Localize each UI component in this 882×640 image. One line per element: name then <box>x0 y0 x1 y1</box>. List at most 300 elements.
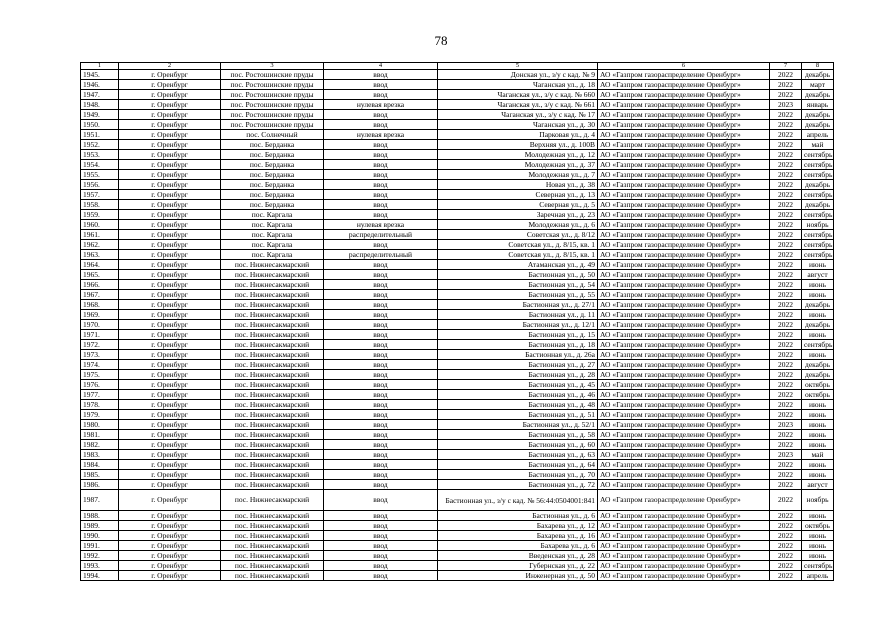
month-cell: ноябрь <box>802 220 834 230</box>
settlement-cell: пос. Каргала <box>221 240 324 250</box>
object-type-cell: ввод <box>324 70 438 80</box>
address-cell: Бастионная ул., д. 58 <box>438 430 598 440</box>
object-type-cell: ввод <box>324 460 438 470</box>
city-cell: г. Оренбург <box>119 280 221 290</box>
year-cell: 2022 <box>770 490 802 511</box>
table-row <box>81 440 834 450</box>
city-cell: г. Оренбург <box>119 551 221 561</box>
settlement-cell: пос. Ростошинские пруды <box>221 70 324 80</box>
row-number-cell: 1951. <box>81 130 119 140</box>
month-cell: июнь <box>802 410 834 420</box>
year-cell: 2022 <box>770 260 802 270</box>
object-type-cell: ввод <box>324 561 438 571</box>
month-cell: август <box>802 270 834 280</box>
month-cell: июнь <box>802 470 834 480</box>
object-type-cell: ввод <box>324 140 438 150</box>
object-type-cell: ввод <box>324 340 438 350</box>
month-cell: декабрь <box>802 370 834 380</box>
year-cell: 2022 <box>770 480 802 490</box>
city-cell: г. Оренбург <box>119 170 221 180</box>
table-row <box>81 360 834 370</box>
city-cell: г. Оренбург <box>119 140 221 150</box>
settlement-cell: пос. Берданка <box>221 190 324 200</box>
city-cell: г. Оренбург <box>119 571 221 581</box>
address-cell: Бастионная ул., д. 11 <box>438 310 598 320</box>
year-cell: 2022 <box>770 521 802 531</box>
address-cell: Бастионная ул., д. 50 <box>438 270 598 280</box>
address-cell: Бастионная ул., д. 27 <box>438 360 598 370</box>
organization-cell: АО «Газпром газораспределение Оренбург» <box>598 310 770 320</box>
settlement-cell: пос. Ростошинские пруды <box>221 110 324 120</box>
month-cell: июнь <box>802 551 834 561</box>
object-type-cell: ввод <box>324 160 438 170</box>
organization-cell: АО «Газпром газораспределение Оренбург» <box>598 450 770 460</box>
city-cell: г. Оренбург <box>119 350 221 360</box>
month-cell: декабрь <box>802 180 834 190</box>
organization-cell: АО «Газпром газораспределение Оренбург» <box>598 290 770 300</box>
address-cell: Советская ул., д. 8/15, кв. 1 <box>438 250 598 260</box>
organization-cell: АО «Газпром газораспределение Оренбург» <box>598 110 770 120</box>
table-row <box>81 120 834 130</box>
row-number-cell: 1967. <box>81 290 119 300</box>
address-cell: Чаганская ул., з/у с кад. № 660 <box>438 90 598 100</box>
table-row <box>81 150 834 160</box>
row-number-cell: 1982. <box>81 440 119 450</box>
city-cell: г. Оренбург <box>119 300 221 310</box>
organization-cell: АО «Газпром газораспределение Оренбург» <box>598 480 770 490</box>
object-type-cell: нулевая врезка <box>324 100 438 110</box>
year-cell: 2022 <box>770 400 802 410</box>
organization-cell: АО «Газпром газораспределение Оренбург» <box>598 430 770 440</box>
settlement-cell: пос. Нижнесакмарский <box>221 330 324 340</box>
column-header: 8 <box>802 63 834 70</box>
row-number-cell: 1970. <box>81 320 119 330</box>
settlement-cell: пос. Берданка <box>221 180 324 190</box>
object-type-cell: ввод <box>324 551 438 561</box>
organization-cell: АО «Газпром газораспределение Оренбург» <box>598 150 770 160</box>
month-cell: март <box>802 80 834 90</box>
year-cell: 2022 <box>770 130 802 140</box>
city-cell: г. Оренбург <box>119 541 221 551</box>
organization-cell: АО «Газпром газораспределение Оренбург» <box>598 160 770 170</box>
object-type-cell: ввод <box>324 180 438 190</box>
settlement-cell: пос. Нижнесакмарский <box>221 440 324 450</box>
address-cell: Бастионная ул., з/у с кад. № 56:44:0504001:841 <box>438 490 598 511</box>
organization-cell: АО «Газпром газораспределение Оренбург» <box>598 360 770 370</box>
city-cell: г. Оренбург <box>119 440 221 450</box>
month-cell: апрель <box>802 130 834 140</box>
row-number-cell: 1979. <box>81 410 119 420</box>
object-type-cell: ввод <box>324 440 438 450</box>
table-row <box>81 170 834 180</box>
organization-cell: АО «Газпром газораспределение Оренбург» <box>598 541 770 551</box>
settlement-cell: пос. Нижнесакмарский <box>221 480 324 490</box>
city-cell: г. Оренбург <box>119 460 221 470</box>
row-number-cell: 1990. <box>81 531 119 541</box>
address-cell: Советская ул., д. 8/12 <box>438 230 598 240</box>
year-cell: 2022 <box>770 330 802 340</box>
organization-cell: АО «Газпром газораспределение Оренбург» <box>598 390 770 400</box>
object-type-cell: ввод <box>324 430 438 440</box>
month-cell: июнь <box>802 511 834 521</box>
month-cell: май <box>802 450 834 460</box>
city-cell: г. Оренбург <box>119 110 221 120</box>
object-type-cell: ввод <box>324 260 438 270</box>
object-type-cell: ввод <box>324 350 438 360</box>
table-row <box>81 340 834 350</box>
object-type-cell: ввод <box>324 80 438 90</box>
table-row <box>81 200 834 210</box>
settlement-cell: пос. Нижнесакмарский <box>221 360 324 370</box>
table-row <box>81 140 834 150</box>
month-cell: декабрь <box>802 320 834 330</box>
month-cell: октябрь <box>802 380 834 390</box>
object-type-cell: ввод <box>324 290 438 300</box>
address-cell: Бахарева ул., д. 16 <box>438 531 598 541</box>
address-cell: Советская ул., д. 8/15, кв. 1 <box>438 240 598 250</box>
settlement-cell: пос. Ростошинские пруды <box>221 80 324 90</box>
table-row <box>81 110 834 120</box>
object-type-cell: распределительный <box>324 230 438 240</box>
year-cell: 2022 <box>770 270 802 280</box>
object-type-cell: ввод <box>324 320 438 330</box>
address-cell: Бастионная ул., д. 45 <box>438 380 598 390</box>
address-cell: Бастионная ул., д. 46 <box>438 390 598 400</box>
address-cell: Введенская ул., д. 28 <box>438 551 598 561</box>
year-cell: 2022 <box>770 280 802 290</box>
year-cell: 2022 <box>770 150 802 160</box>
organization-cell: АО «Газпром газораспределение Оренбург» <box>598 270 770 280</box>
address-cell: Донская ул., з/у с кад. № 9 <box>438 70 598 80</box>
settlement-cell: пос. Нижнесакмарский <box>221 400 324 410</box>
organization-cell: АО «Газпром газораспределение Оренбург» <box>598 180 770 190</box>
table-row <box>81 380 834 390</box>
month-cell: декабрь <box>802 300 834 310</box>
settlement-cell: пос. Нижнесакмарский <box>221 511 324 521</box>
month-cell: апрель <box>802 571 834 581</box>
organization-cell: АО «Газпром газораспределение Оренбург» <box>598 531 770 541</box>
row-number-cell: 1977. <box>81 390 119 400</box>
settlement-cell: пос. Нижнесакмарский <box>221 561 324 571</box>
column-number-row <box>81 63 834 70</box>
row-number-cell: 1964. <box>81 260 119 270</box>
city-cell: г. Оренбург <box>119 521 221 531</box>
year-cell: 2022 <box>770 340 802 350</box>
month-cell: сентябрь <box>802 250 834 260</box>
organization-cell: АО «Газпром газораспределение Оренбург» <box>598 400 770 410</box>
row-number-cell: 1956. <box>81 180 119 190</box>
address-cell: Атаманская ул., д. 49 <box>438 260 598 270</box>
object-type-cell: распределительный <box>324 250 438 260</box>
month-cell: июнь <box>802 330 834 340</box>
row-number-cell: 1987. <box>81 490 119 511</box>
year-cell: 2022 <box>770 440 802 450</box>
column-header: 5 <box>438 63 598 70</box>
object-type-cell: ввод <box>324 400 438 410</box>
address-cell: Бастионная ул., д. 12/1 <box>438 320 598 330</box>
address-cell: Бастионная ул., д. 60 <box>438 440 598 450</box>
address-cell: Бастионная ул., д. 54 <box>438 280 598 290</box>
address-cell: Бахарева ул., д. 12 <box>438 521 598 531</box>
year-cell: 2022 <box>770 180 802 190</box>
year-cell: 2022 <box>770 350 802 360</box>
organization-cell: АО «Газпром газораспределение Оренбург» <box>598 140 770 150</box>
object-type-cell: ввод <box>324 280 438 290</box>
row-number-cell: 1972. <box>81 340 119 350</box>
city-cell: г. Оренбург <box>119 310 221 320</box>
year-cell: 2022 <box>770 541 802 551</box>
year-cell: 2023 <box>770 450 802 460</box>
address-cell: Молодежная ул., д. 6 <box>438 220 598 230</box>
row-number-cell: 1953. <box>81 150 119 160</box>
organization-cell: АО «Газпром газораспределение Оренбург» <box>598 230 770 240</box>
city-cell: г. Оренбург <box>119 160 221 170</box>
object-type-cell: ввод <box>324 90 438 100</box>
year-cell: 2023 <box>770 100 802 110</box>
city-cell: г. Оренбург <box>119 420 221 430</box>
table-row <box>81 270 834 280</box>
table-row <box>81 180 834 190</box>
city-cell: г. Оренбург <box>119 480 221 490</box>
year-cell: 2022 <box>770 561 802 571</box>
address-cell: Северная ул., д. 13 <box>438 190 598 200</box>
city-cell: г. Оренбург <box>119 220 221 230</box>
city-cell: г. Оренбург <box>119 390 221 400</box>
month-cell: октябрь <box>802 390 834 400</box>
city-cell: г. Оренбург <box>119 230 221 240</box>
table-row <box>81 220 834 230</box>
address-cell: Верхняя ул., д. 100В <box>438 140 598 150</box>
object-type-cell: ввод <box>324 370 438 380</box>
address-cell: Северная ул., д. 5 <box>438 200 598 210</box>
object-type-cell: ввод <box>324 390 438 400</box>
city-cell: г. Оренбург <box>119 531 221 541</box>
organization-cell: АО «Газпром газораспределение Оренбург» <box>598 340 770 350</box>
organization-cell: АО «Газпром газораспределение Оренбург» <box>598 571 770 581</box>
organization-cell: АО «Газпром газораспределение Оренбург» <box>598 260 770 270</box>
address-cell: Заречная ул., д. 23 <box>438 210 598 220</box>
table-row <box>81 511 834 521</box>
city-cell: г. Оренбург <box>119 330 221 340</box>
organization-cell: АО «Газпром газораспределение Оренбург» <box>598 561 770 571</box>
column-header: 7 <box>770 63 802 70</box>
year-cell: 2022 <box>770 120 802 130</box>
city-cell: г. Оренбург <box>119 250 221 260</box>
row-number-cell: 1948. <box>81 100 119 110</box>
table-row <box>81 210 834 220</box>
month-cell: июнь <box>802 440 834 450</box>
year-cell: 2022 <box>770 410 802 420</box>
city-cell: г. Оренбург <box>119 190 221 200</box>
row-number-cell: 1992. <box>81 551 119 561</box>
table-row <box>81 450 834 460</box>
row-number-cell: 1976. <box>81 380 119 390</box>
address-cell: Бастионная ул., д. 64 <box>438 460 598 470</box>
address-cell: Парковая ул., д. 4 <box>438 130 598 140</box>
year-cell: 2022 <box>770 531 802 541</box>
page-number: 78 <box>434 33 448 48</box>
organization-cell: АО «Газпром газораспределение Оренбург» <box>598 120 770 130</box>
table-row <box>81 370 834 380</box>
address-cell: Бастионная ул., д. 55 <box>438 290 598 300</box>
organization-cell: АО «Газпром газораспределение Оренбург» <box>598 420 770 430</box>
table-row <box>81 531 834 541</box>
address-cell: Бастионная ул., д. 26а <box>438 350 598 360</box>
organization-cell: АО «Газпром газораспределение Оренбург» <box>598 70 770 80</box>
month-cell: июнь <box>802 280 834 290</box>
row-number-cell: 1952. <box>81 140 119 150</box>
settlement-cell: пос. Нижнесакмарский <box>221 430 324 440</box>
organization-cell: АО «Газпром газораспределение Оренбург» <box>598 200 770 210</box>
year-cell: 2022 <box>770 80 802 90</box>
row-number-cell: 1973. <box>81 350 119 360</box>
object-type-cell: ввод <box>324 200 438 210</box>
address-cell: Бастионная ул., д. 28 <box>438 370 598 380</box>
object-type-cell: ввод <box>324 300 438 310</box>
city-cell: г. Оренбург <box>119 360 221 370</box>
organization-cell: АО «Газпром газораспределение Оренбург» <box>598 130 770 140</box>
table-row <box>81 290 834 300</box>
year-cell: 2023 <box>770 420 802 430</box>
settlement-cell: пос. Нижнесакмарский <box>221 270 324 280</box>
month-cell: июнь <box>802 400 834 410</box>
address-cell: Бастионная ул., д. 72 <box>438 480 598 490</box>
row-number-cell: 1947. <box>81 90 119 100</box>
city-cell: г. Оренбург <box>119 200 221 210</box>
row-number-cell: 1971. <box>81 330 119 340</box>
organization-cell: АО «Газпром газораспределение Оренбург» <box>598 100 770 110</box>
address-cell: Молодежная ул., д. 12 <box>438 150 598 160</box>
object-type-cell: ввод <box>324 330 438 340</box>
month-cell: июнь <box>802 430 834 440</box>
month-cell: январь <box>802 100 834 110</box>
settlement-cell: пос. Нижнесакмарский <box>221 450 324 460</box>
city-cell: г. Оренбург <box>119 90 221 100</box>
city-cell: г. Оренбург <box>119 260 221 270</box>
year-cell: 2022 <box>770 380 802 390</box>
month-cell: декабрь <box>802 360 834 370</box>
object-type-cell: ввод <box>324 410 438 420</box>
row-number-cell: 1965. <box>81 270 119 280</box>
city-cell: г. Оренбург <box>119 130 221 140</box>
table-row <box>81 230 834 240</box>
year-cell: 2022 <box>770 70 802 80</box>
address-cell: Молодежная ул., д. 7 <box>438 170 598 180</box>
address-cell: Новая ул., д. 38 <box>438 180 598 190</box>
year-cell: 2022 <box>770 430 802 440</box>
city-cell: г. Оренбург <box>119 380 221 390</box>
settlement-cell: пос. Нижнесакмарский <box>221 350 324 360</box>
year-cell: 2022 <box>770 190 802 200</box>
object-type-cell: ввод <box>324 360 438 370</box>
table-row <box>81 561 834 571</box>
organization-cell: АО «Газпром газораспределение Оренбург» <box>598 300 770 310</box>
object-type-cell: ввод <box>324 240 438 250</box>
address-cell: Бастионная ул., д. 52/1 <box>438 420 598 430</box>
object-type-cell: ввод <box>324 541 438 551</box>
month-cell: июнь <box>802 531 834 541</box>
year-cell: 2022 <box>770 140 802 150</box>
address-cell: Бастионная ул., д. 70 <box>438 470 598 480</box>
month-cell: декабрь <box>802 200 834 210</box>
organization-cell: АО «Газпром газораспределение Оренбург» <box>598 370 770 380</box>
table-row <box>81 571 834 581</box>
settlement-cell: пос. Солнечный <box>221 130 324 140</box>
table-row <box>81 80 834 90</box>
row-number-cell: 1961. <box>81 230 119 240</box>
settlement-cell: пос. Каргала <box>221 250 324 260</box>
city-cell: г. Оренбург <box>119 370 221 380</box>
table-row <box>81 551 834 561</box>
object-type-cell: ввод <box>324 480 438 490</box>
city-cell: г. Оренбург <box>119 340 221 350</box>
month-cell: июнь <box>802 350 834 360</box>
settlement-cell: пос. Каргала <box>221 230 324 240</box>
organization-cell: АО «Газпром газораспределение Оренбург» <box>598 440 770 450</box>
object-type-cell: ввод <box>324 170 438 180</box>
table-row <box>81 350 834 360</box>
row-number-cell: 1985. <box>81 470 119 480</box>
table-row <box>81 330 834 340</box>
settlement-cell: пос. Берданка <box>221 170 324 180</box>
year-cell: 2022 <box>770 310 802 320</box>
month-cell: июнь <box>802 460 834 470</box>
table-row <box>81 190 834 200</box>
object-type-cell: ввод <box>324 521 438 531</box>
settlement-cell: пос. Берданка <box>221 200 324 210</box>
settlement-cell: пос. Нижнесакмарский <box>221 280 324 290</box>
settlement-cell: пос. Нижнесакмарский <box>221 460 324 470</box>
address-cell: Бастионная ул., д. 51 <box>438 410 598 420</box>
address-cell: Бахарева ул., д. 6 <box>438 541 598 551</box>
year-cell: 2022 <box>770 551 802 561</box>
month-cell: декабрь <box>802 90 834 100</box>
table-row <box>81 310 834 320</box>
city-cell: г. Оренбург <box>119 100 221 110</box>
object-type-cell: ввод <box>324 531 438 541</box>
table-row <box>81 320 834 330</box>
table-row <box>81 160 834 170</box>
city-cell: г. Оренбург <box>119 430 221 440</box>
organization-cell: АО «Газпром газораспределение Оренбург» <box>598 490 770 511</box>
year-cell: 2022 <box>770 200 802 210</box>
settlement-cell: пос. Нижнесакмарский <box>221 310 324 320</box>
settlement-cell: пос. Берданка <box>221 160 324 170</box>
row-number-cell: 1968. <box>81 300 119 310</box>
city-cell: г. Оренбург <box>119 450 221 460</box>
row-number-cell: 1974. <box>81 360 119 370</box>
row-number-cell: 1955. <box>81 170 119 180</box>
settlement-cell: пос. Нижнесакмарский <box>221 571 324 581</box>
month-cell: июнь <box>802 290 834 300</box>
year-cell: 2022 <box>770 220 802 230</box>
month-cell: сентябрь <box>802 160 834 170</box>
year-cell: 2022 <box>770 300 802 310</box>
settlement-cell: пос. Берданка <box>221 140 324 150</box>
object-type-cell: ввод <box>324 420 438 430</box>
row-number-cell: 1950. <box>81 120 119 130</box>
settlement-cell: пос. Нижнесакмарский <box>221 521 324 531</box>
organization-cell: АО «Газпром газораспределение Оренбург» <box>598 521 770 531</box>
address-cell: Бастионная ул., д. 6 <box>438 511 598 521</box>
year-cell: 2022 <box>770 470 802 480</box>
address-cell: Молодежная ул., д. 37 <box>438 160 598 170</box>
organization-cell: АО «Газпром газораспределение Оренбург» <box>598 460 770 470</box>
city-cell: г. Оренбург <box>119 70 221 80</box>
organization-cell: АО «Газпром газораспределение Оренбург» <box>598 240 770 250</box>
address-cell: Бастионная ул., д. 63 <box>438 450 598 460</box>
settlement-cell: пос. Каргала <box>221 210 324 220</box>
